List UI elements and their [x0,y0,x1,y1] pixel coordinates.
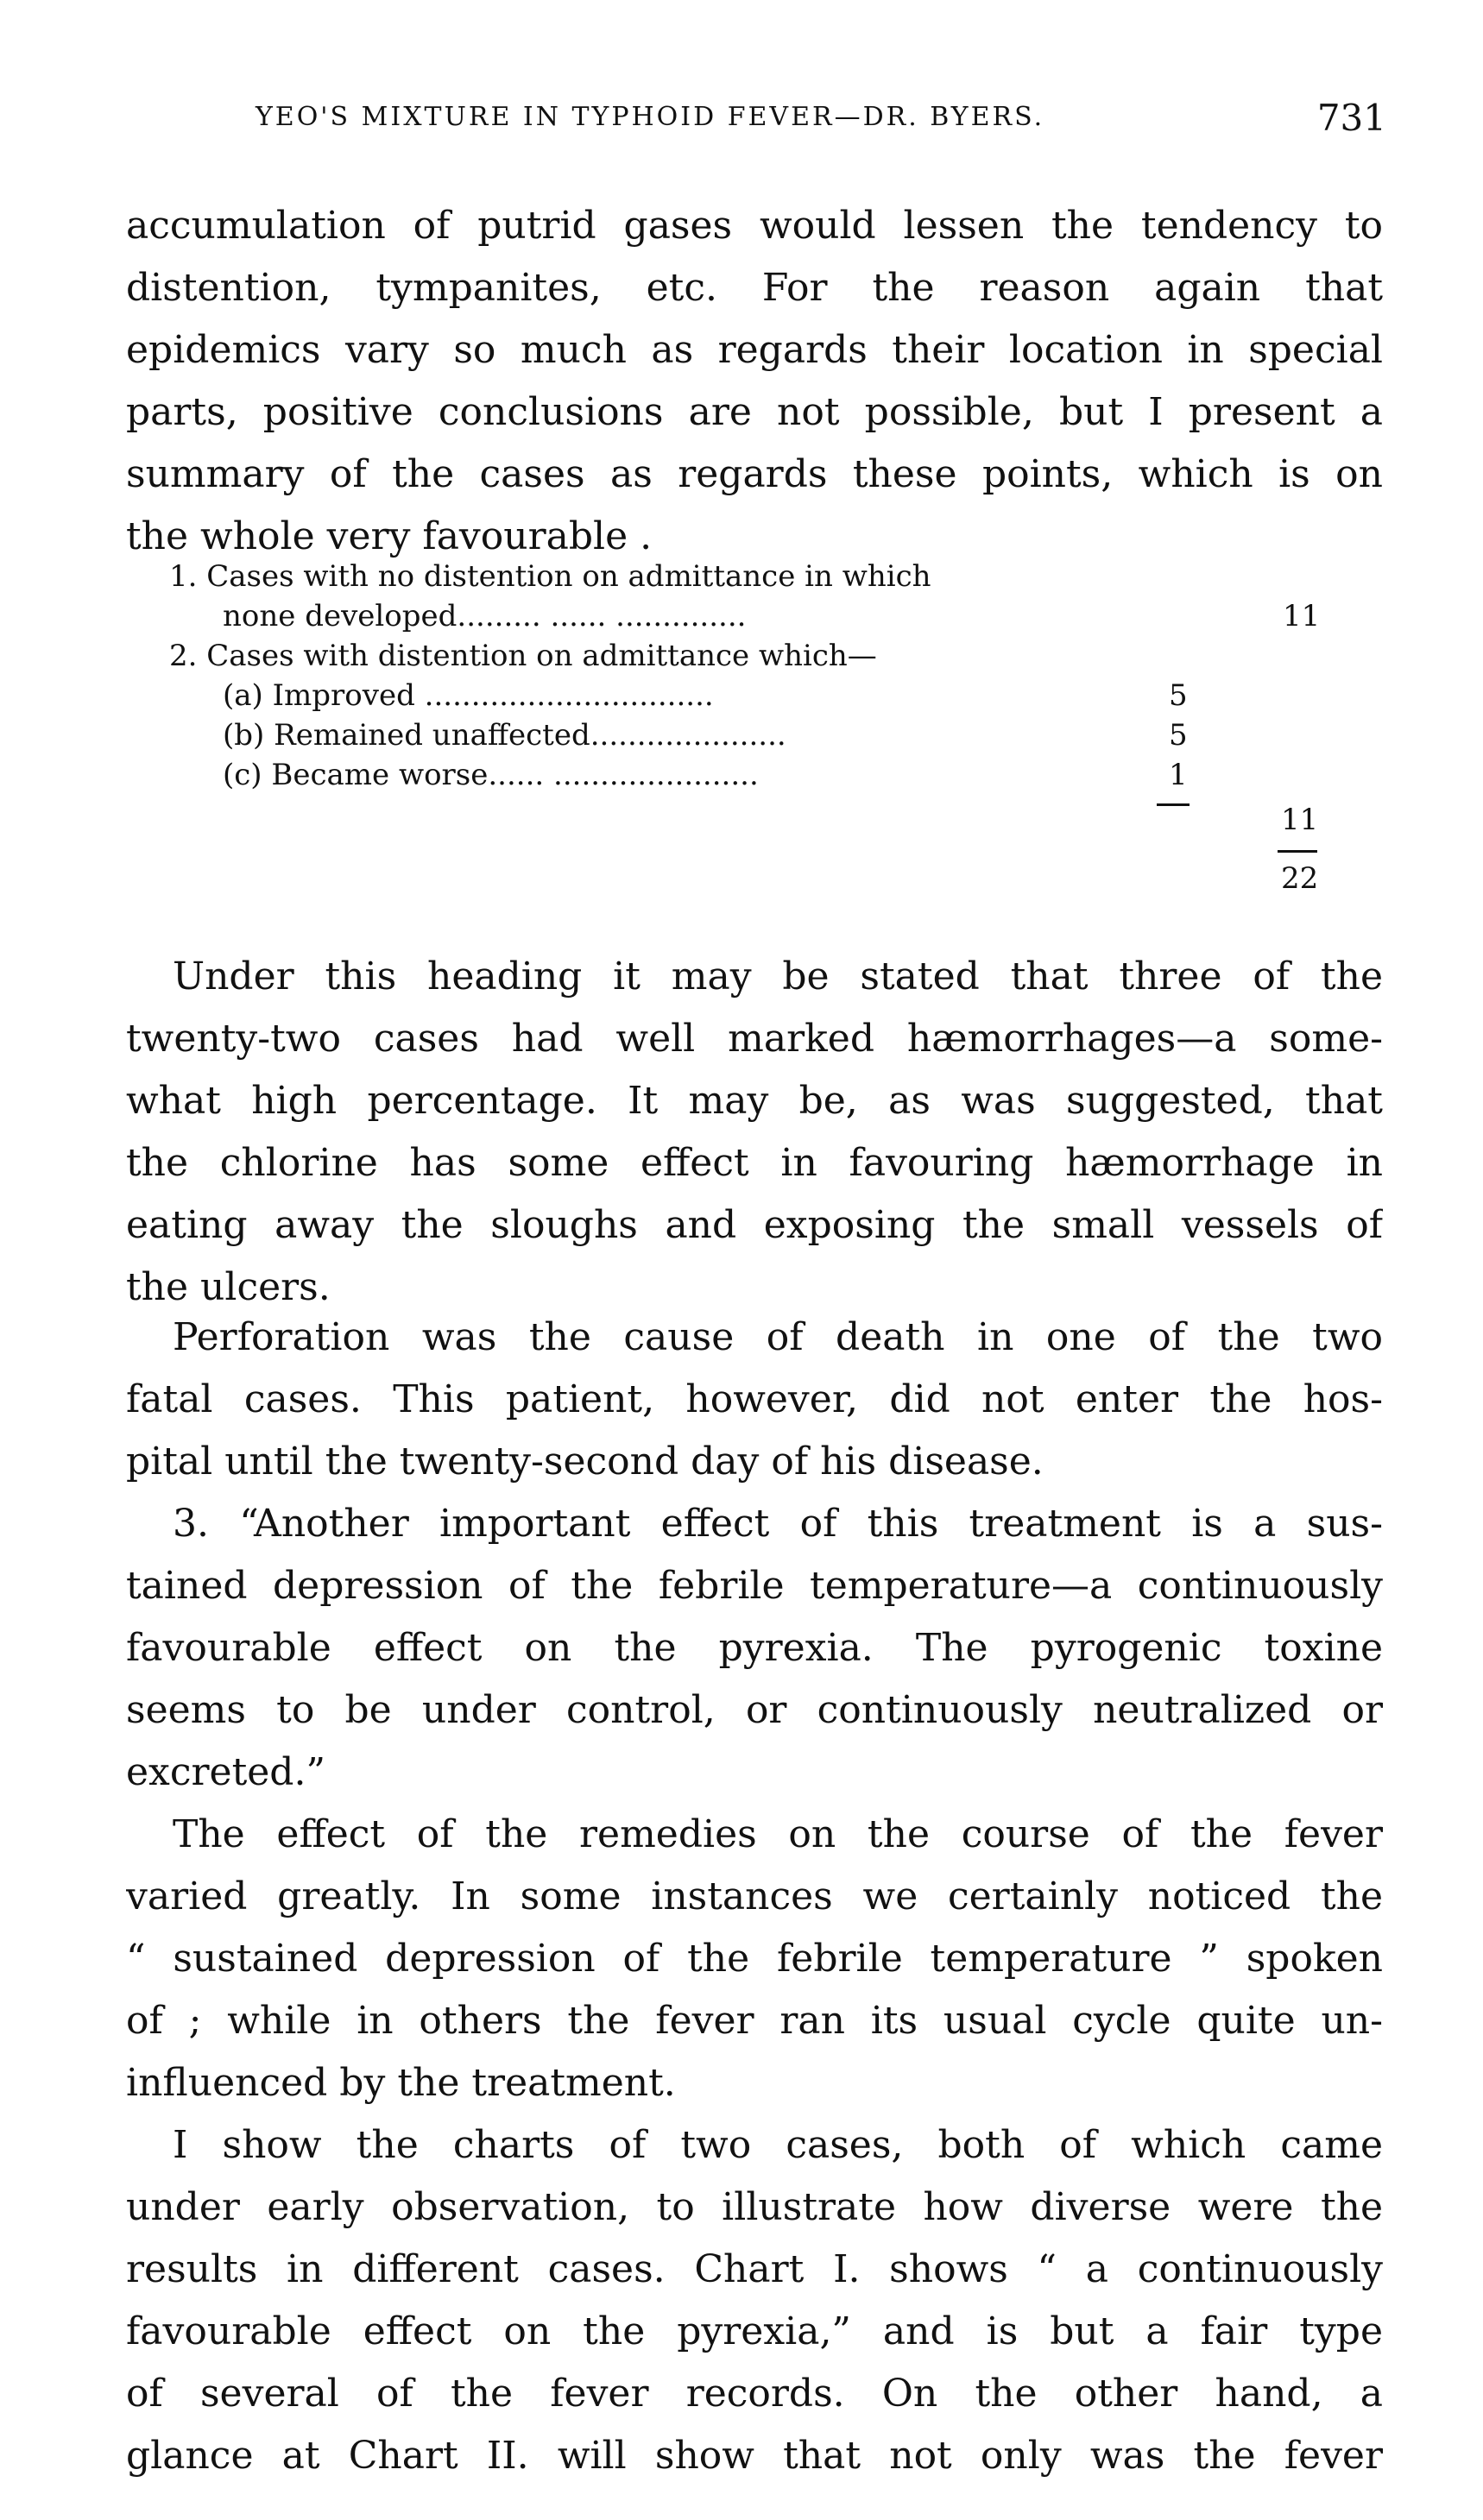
text-line: the ulcers. [126,1265,331,1309]
table-item-1-value: 11 [1283,599,1321,633]
text-line: pital until the twenty-second day of his disease. [126,1440,1044,1484]
text-line: seems to be under control, or continuously neutralized or [126,1688,1383,1732]
table-sub-a: (a) Improved ............................... [223,678,714,713]
text-line: glance at Chart II. will show that not only was the fever [126,2434,1383,2478]
table-sub-c-value: 1 [1169,758,1188,792]
running-header [256,97,1386,154]
text-line: 3. “Another important effect of this treatment is a sus- [173,1502,1383,1546]
text-line: twenty-two cases had well marked hæmorrhages—a some- [126,1017,1383,1061]
text-line: distention, tympanites, etc. For the reason again that [126,266,1383,310]
text-line: fatal cases. This patient, however, did not enter the hos- [126,1377,1383,1421]
text-line: what high percentage. It may be, as was suggested, that [126,1079,1383,1123]
text-line: epidemics vary so much as regards their location in special [126,328,1383,372]
table-item-2-total: 11 [1281,803,1319,837]
text-line: accumulation of putrid gases would lessen the tendency to [126,204,1383,248]
text-line: favourable effect on the pyrexia. The pyrogenic toxine [126,1626,1383,1670]
table-sub-c: (c) Became worse...... ...................... [223,758,759,792]
text-line: Perforation was the cause of death in one of the two [173,1315,1383,1359]
text-line: of several of the fever records. On the other hand, a [126,2372,1383,2416]
text-line: “ sustained depression of the febrile temperature ” spoken [126,1937,1383,1981]
text-line: of ; while in others the fever ran its usual cycle quite un- [126,1999,1383,2043]
paragraph-quotation [126,1493,1383,1804]
text-line: under early observation, to illustrate how diverse were the [126,2185,1383,2229]
intro-paragraph [126,195,1383,568]
subtotal-rule [1157,803,1190,806]
table-item-2: 2. Cases with distention on admittance which— [169,639,877,673]
text-line: influenced by the treatment. [126,2061,676,2105]
table-sub-b: (b) Remained unaffected..................... [223,718,786,753]
text-line: results in different cases. Chart I. shows “ a continuously [126,2247,1383,2291]
table-grand-total: 22 [1281,861,1319,896]
text-line: favourable effect on the pyrexia,” and is but a fair type [126,2309,1383,2353]
text-line: the chlorine has some effect in favouring hæmorrhage in [126,1141,1383,1185]
paragraph-charts [126,2114,1383,2487]
table-item-1: 1. Cases with no distention on admittance in which [169,559,931,594]
text-line: varied greatly. In some instances we certainly noticed the [126,1874,1383,1918]
paragraph-haemorrhages [126,946,1383,1319]
table-sub-a-value: 5 [1169,678,1188,713]
page-number: 731 [1316,97,1386,139]
table-item-1-cont: none developed......... ...... .............. [223,599,747,633]
text-line: tained depression of the febrile temperature—a continuously [126,1564,1383,1608]
text-line: The effect of the remedies on the course of the fever [173,1812,1383,1856]
running-title: YEO'S MIXTURE IN TYPHOID FEVER—DR. BYERS. [256,102,1045,132]
text-line: the whole very favourable . [126,514,653,558]
paragraph-effect [126,1804,1383,2114]
text-line: eating away the sloughs and exposing the small vessels of [126,1203,1383,1247]
paragraph-perforation [126,1307,1383,1493]
text-line: Under this heading it may be stated that three of the [173,954,1383,999]
distention-summary-table [169,557,1395,936]
total-rule [1278,850,1317,853]
text-line: I show the charts of two cases, both of which came [173,2123,1383,2167]
text-line: parts, positive conclusions are not possible, but I present a [126,390,1383,434]
text-line: summary of the cases as regards these points, which is on [126,452,1383,496]
text-line: excreted.” [126,1750,325,1794]
table-sub-b-value: 5 [1169,718,1188,753]
